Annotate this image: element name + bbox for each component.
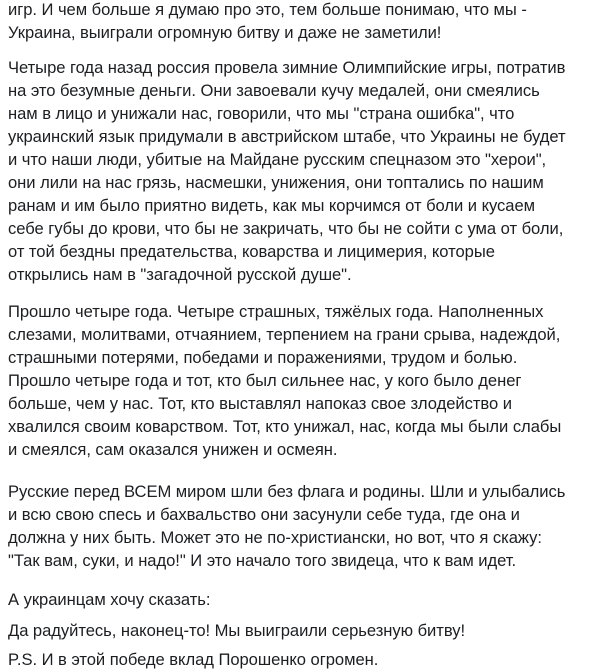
post-paragraph-3: Прошло четыре года. Четыре страшных, тяжёлых года. Наполненных слезами, молитвами, отчаянием, терпением на грани срыва, надеждой, страшными потерями, победами и поражениями, трудом и болью. Прошло четыре года и тот, кто был сильнее нас, у кого было денег больше, чем у нас. Тот, кто выставлял напоказ свое злодейство и хвалился своим коварством. Тот, кто унижал, нас, когда мы были слабы и смеялся, сам оказался унижен и осмеян. bbox=[8, 302, 562, 459]
post-paragraph-4: Русские перед ВСЕМ миром шли без флага и родины. Шли и улыбались и всю свою спесь и бахвальство они засунули себе туда, где она и должна у них быть. Может это не по-христиански, но вот, что я скажу: "Так вам, суки, и надо!" И это начало того звидеца, что к вам идет. bbox=[8, 482, 566, 570]
post-paragraph-ps: P.S. И в этой победе вклад Порошенко огромен. bbox=[8, 650, 379, 669]
post-paragraph-6: Да радуйтесь, наконец-то! Мы выиграили серьезную битву! bbox=[8, 621, 466, 640]
post-paragraph-2: Четыре года назад россия провела зимние Олимпийские игры, потратив на это безумные деньги. Они завоевали кучу медалей, они смеялись нам в лицо и унижали нас, говорили, что мы "страна ошибка", что украинский язык придумали в австрийском штабе, что Украины не будет и что наши люди, убитые на Майдане русским спецназом это "херои", они лили на нас грязь, насмешки, унижения, они топтались по нашим ранам и им было приятно видеть, как мы корчимся от боли и кусаем себе губы до крови, что бы не закричать, что бы не сойти с ума от боли, от той бездны предательства, коварства и лицимерия, которые открылись нам в "загадочной русской душе". bbox=[8, 58, 566, 284]
post-paragraph-5: А украинцам хочу сказать: bbox=[8, 590, 211, 609]
post-paragraph-1: игр. И чем больше я думаю про это, тем больше понимаю, что мы - Украина, выиграли огромную битву и даже не заметили! bbox=[8, 0, 527, 42]
